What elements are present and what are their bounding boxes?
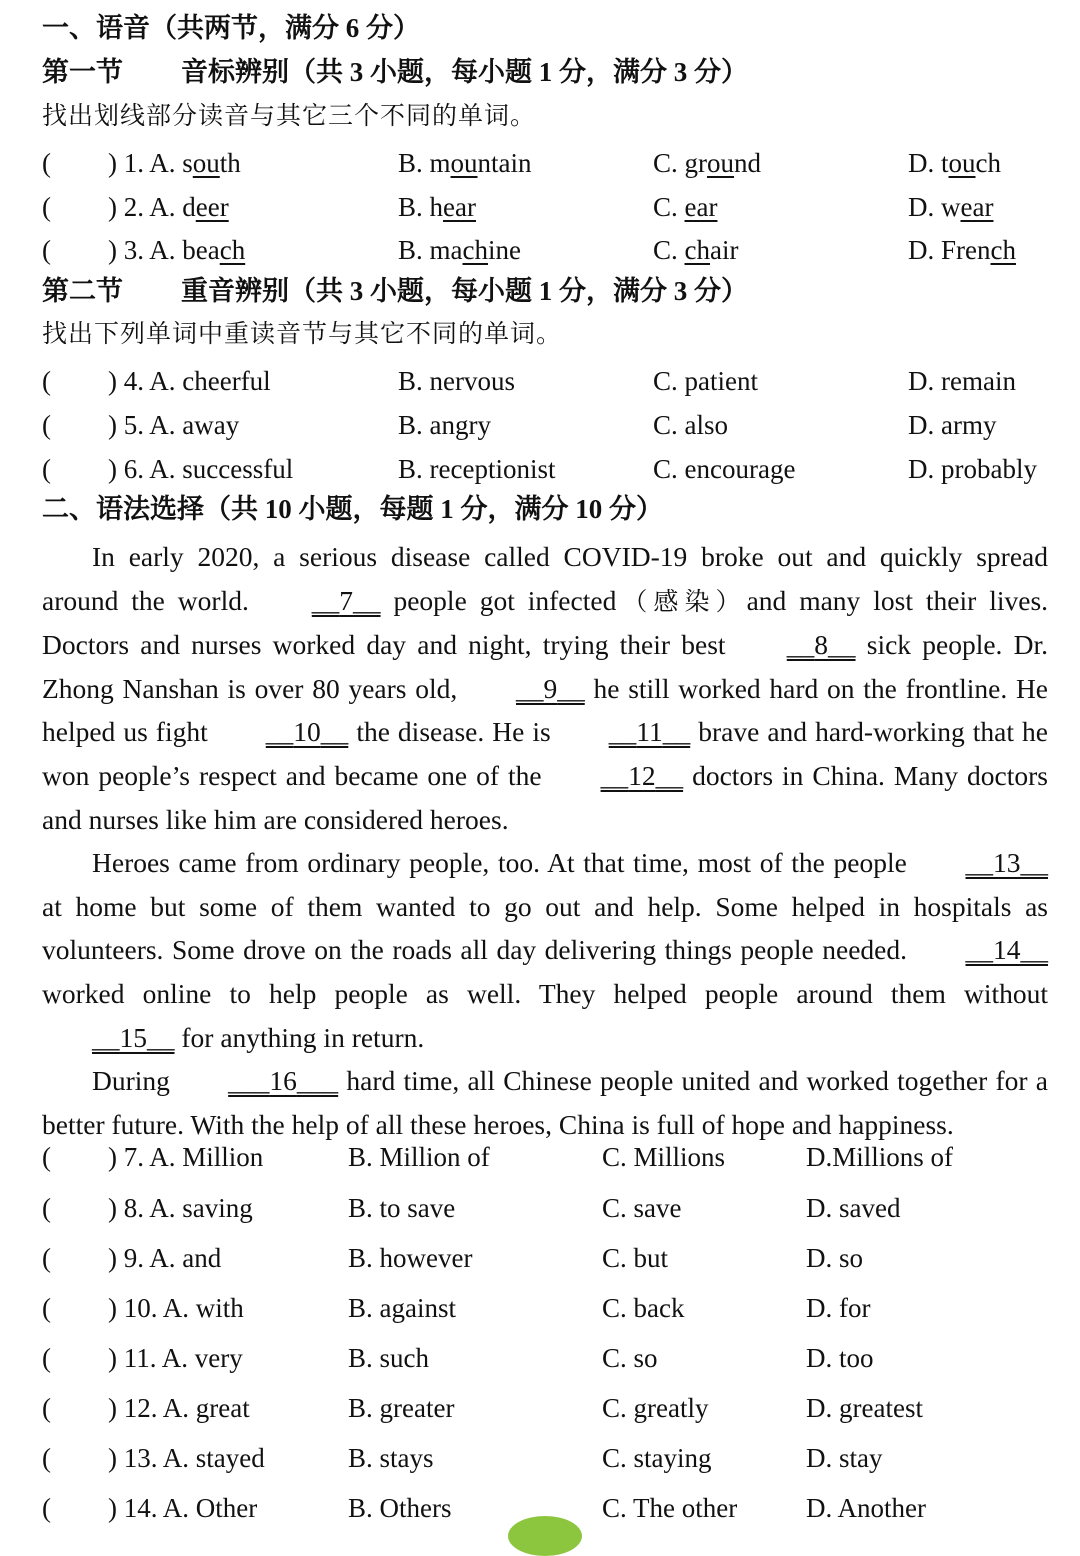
question-stem: ) 3. A. beach [108, 235, 246, 265]
option-b: B. machine [398, 235, 521, 265]
option-b: B. Others [348, 1493, 452, 1523]
option-b: B. greater [348, 1393, 455, 1423]
part2-instruction: 找出下列单词中重读音节与其它不同的单词。 [42, 319, 563, 348]
question-13 [42, 1441, 1052, 1475]
option-c: C. ground [653, 148, 761, 178]
question-stem: ) 9. A. and [108, 1243, 222, 1273]
option-d: D. touch [908, 148, 1001, 178]
question-2 [42, 190, 1052, 224]
answer-paren[interactable]: ( [42, 1243, 51, 1273]
option-c: C. ear [653, 192, 718, 222]
answer-paren[interactable]: ( [42, 1443, 51, 1473]
question-5 [42, 408, 1052, 442]
answer-paren[interactable]: ( [42, 366, 51, 396]
answer-paren[interactable]: ( [42, 192, 51, 222]
answer-paren[interactable]: ( [42, 410, 51, 440]
blank-15[interactable]: __15__ [92, 1021, 175, 1053]
part2-label: 第二节 [42, 276, 123, 306]
answer-paren[interactable]: ( [42, 1493, 51, 1523]
option-b: B. angry [398, 410, 491, 440]
option-d: D. remain [908, 366, 1016, 396]
blank-12[interactable]: __12__ [600, 759, 684, 791]
option-b: B. nervous [398, 366, 515, 396]
option-b: B. stays [348, 1443, 434, 1473]
blank-9[interactable]: __9__ [516, 672, 585, 704]
option-d: D. probably [908, 454, 1037, 484]
cloze-passage [42, 535, 1048, 1146]
option-d: D. too [806, 1343, 874, 1373]
page-indicator-dot[interactable] [508, 1516, 582, 1556]
option-b: B. receptionist [398, 454, 556, 484]
passage-paragraph-1: In early 2020, a serious disease called COVID-19 broke out and quickly spread around the world. __7__ people got infected（感染）and many lost their lives. Doctors and nurses worked day and night, trying their best __8__ sick people. Dr. Zhong Nanshan is over 80 years old, __9__ he still worked hard on the frontline. He helped us fight __10__ the disease. He is __11__ brave and hard-working that he won people’s respect and became one of the __12__ doctors in China. Many doctors and nurses like him are considered heroes. [42, 541, 1049, 835]
question-10 [42, 1291, 1052, 1325]
answer-paren[interactable]: ( [42, 235, 51, 265]
option-c: C. also [653, 410, 729, 440]
answer-paren[interactable]: ( [42, 1393, 51, 1423]
question-stem: ) 10. A. with [108, 1293, 244, 1323]
option-d: D. so [806, 1243, 864, 1273]
option-c: C. patient [653, 366, 758, 396]
blank-7[interactable]: __7__ [311, 584, 381, 616]
question-7 [42, 1140, 1052, 1174]
option-c: C. save [602, 1193, 682, 1223]
blank-11[interactable]: __11__ [608, 716, 691, 748]
option-b: B. Million of [348, 1142, 490, 1172]
answer-paren[interactable]: ( [42, 148, 51, 178]
option-d: D. army [908, 410, 997, 440]
question-8 [42, 1191, 1052, 1225]
part1-title: 音标辨别（共 3 小题，每小题 1 分，满分 3 分） [181, 57, 748, 87]
question-stem: ) 12. A. great [108, 1393, 250, 1423]
question-stem: ) 14. A. Other [108, 1493, 258, 1523]
option-d: D. saved [806, 1193, 901, 1223]
option-c: C. back [602, 1293, 685, 1323]
question-stem: ) 8. A. saving [108, 1193, 253, 1223]
section2-title: 二、语法选择（共 10 小题，每题 1 分，满分 10 分） [42, 494, 663, 524]
option-c: C. The other [602, 1493, 738, 1523]
answer-paren[interactable]: ( [42, 1193, 51, 1223]
option-c: C. staying [602, 1443, 712, 1473]
answer-paren[interactable]: ( [42, 1142, 51, 1172]
option-d: D. French [908, 235, 1016, 265]
option-d: D. greatest [806, 1393, 923, 1423]
option-d: D. Another [806, 1493, 926, 1523]
question-stem: ) 7. A. Million [108, 1142, 264, 1172]
part2-heading [42, 275, 748, 307]
part1-heading [42, 56, 748, 88]
question-11 [42, 1341, 1052, 1375]
option-b: B. such [348, 1343, 429, 1373]
blank-14[interactable]: __14__ [965, 934, 1048, 966]
question-stem: ) 1. A. south [108, 148, 241, 178]
option-b: B. mountain [398, 148, 532, 178]
option-c: C. but [602, 1243, 669, 1273]
option-d: D.Millions of [806, 1142, 954, 1172]
blank-10[interactable]: __10__ [265, 716, 349, 748]
part1-instruction: 找出划线部分读音与其它三个不同的单词。 [42, 101, 537, 130]
option-b: B. to save [348, 1193, 456, 1223]
answer-paren[interactable]: ( [42, 454, 51, 484]
option-c: C. so [602, 1343, 658, 1373]
option-d: D. stay [806, 1443, 883, 1473]
question-12 [42, 1391, 1052, 1425]
blank-13[interactable]: __13__ [965, 847, 1048, 879]
question-1 [42, 146, 1052, 180]
option-b: B. hear [398, 192, 476, 222]
option-c: C. encourage [653, 454, 796, 484]
option-c: C. chair [653, 235, 739, 265]
question-9 [42, 1241, 1052, 1275]
part2-title: 重音辨别（共 3 小题，每小题 1 分，满分 3 分） [181, 276, 748, 306]
question-stem: ) 13. A. stayed [108, 1443, 265, 1473]
part1-label: 第一节 [42, 57, 123, 87]
question-stem: ) 5. A. away [108, 410, 240, 440]
answer-paren[interactable]: ( [42, 1293, 51, 1323]
question-stem: ) 2. A. deer [108, 192, 229, 222]
passage-paragraph-2: Heroes came from ordinary people, too. At that time, most of the people __13__ at home but some of them wanted to go out and help. Some helped in hospitals as volunteers. Some drove on the roads all day delivering things people needed. __14__ worked online to help people as well. They helped people around them without __15__ for anything in return. [42, 841, 1048, 1059]
passage-paragraph-3: During ___16___ hard time, all Chinese people united and worked together for a better future. With the help of all these heroes, China is full of hope and happiness. [42, 1059, 1048, 1146]
question-stem: ) 11. A. very [108, 1343, 243, 1373]
answer-paren[interactable]: ( [42, 1343, 51, 1373]
question-stem: ) 6. A. successful [108, 454, 294, 484]
option-b: B. against [348, 1293, 456, 1323]
question-3 [42, 233, 1052, 267]
section1-title: 一、语音（共两节，满分 6 分） [42, 13, 420, 43]
option-c: C. greatly [602, 1393, 709, 1423]
question-4 [42, 364, 1052, 398]
option-d: D. wear [908, 192, 994, 222]
option-b: B. however [348, 1243, 473, 1273]
question-stem: ) 4. A. cheerful [108, 366, 271, 396]
blank-16[interactable]: ___16___ [228, 1065, 339, 1097]
blank-8[interactable]: __8__ [786, 629, 856, 661]
option-d: D. for [806, 1293, 871, 1323]
option-c: C. Millions [602, 1142, 726, 1172]
question-6 [42, 452, 1052, 486]
